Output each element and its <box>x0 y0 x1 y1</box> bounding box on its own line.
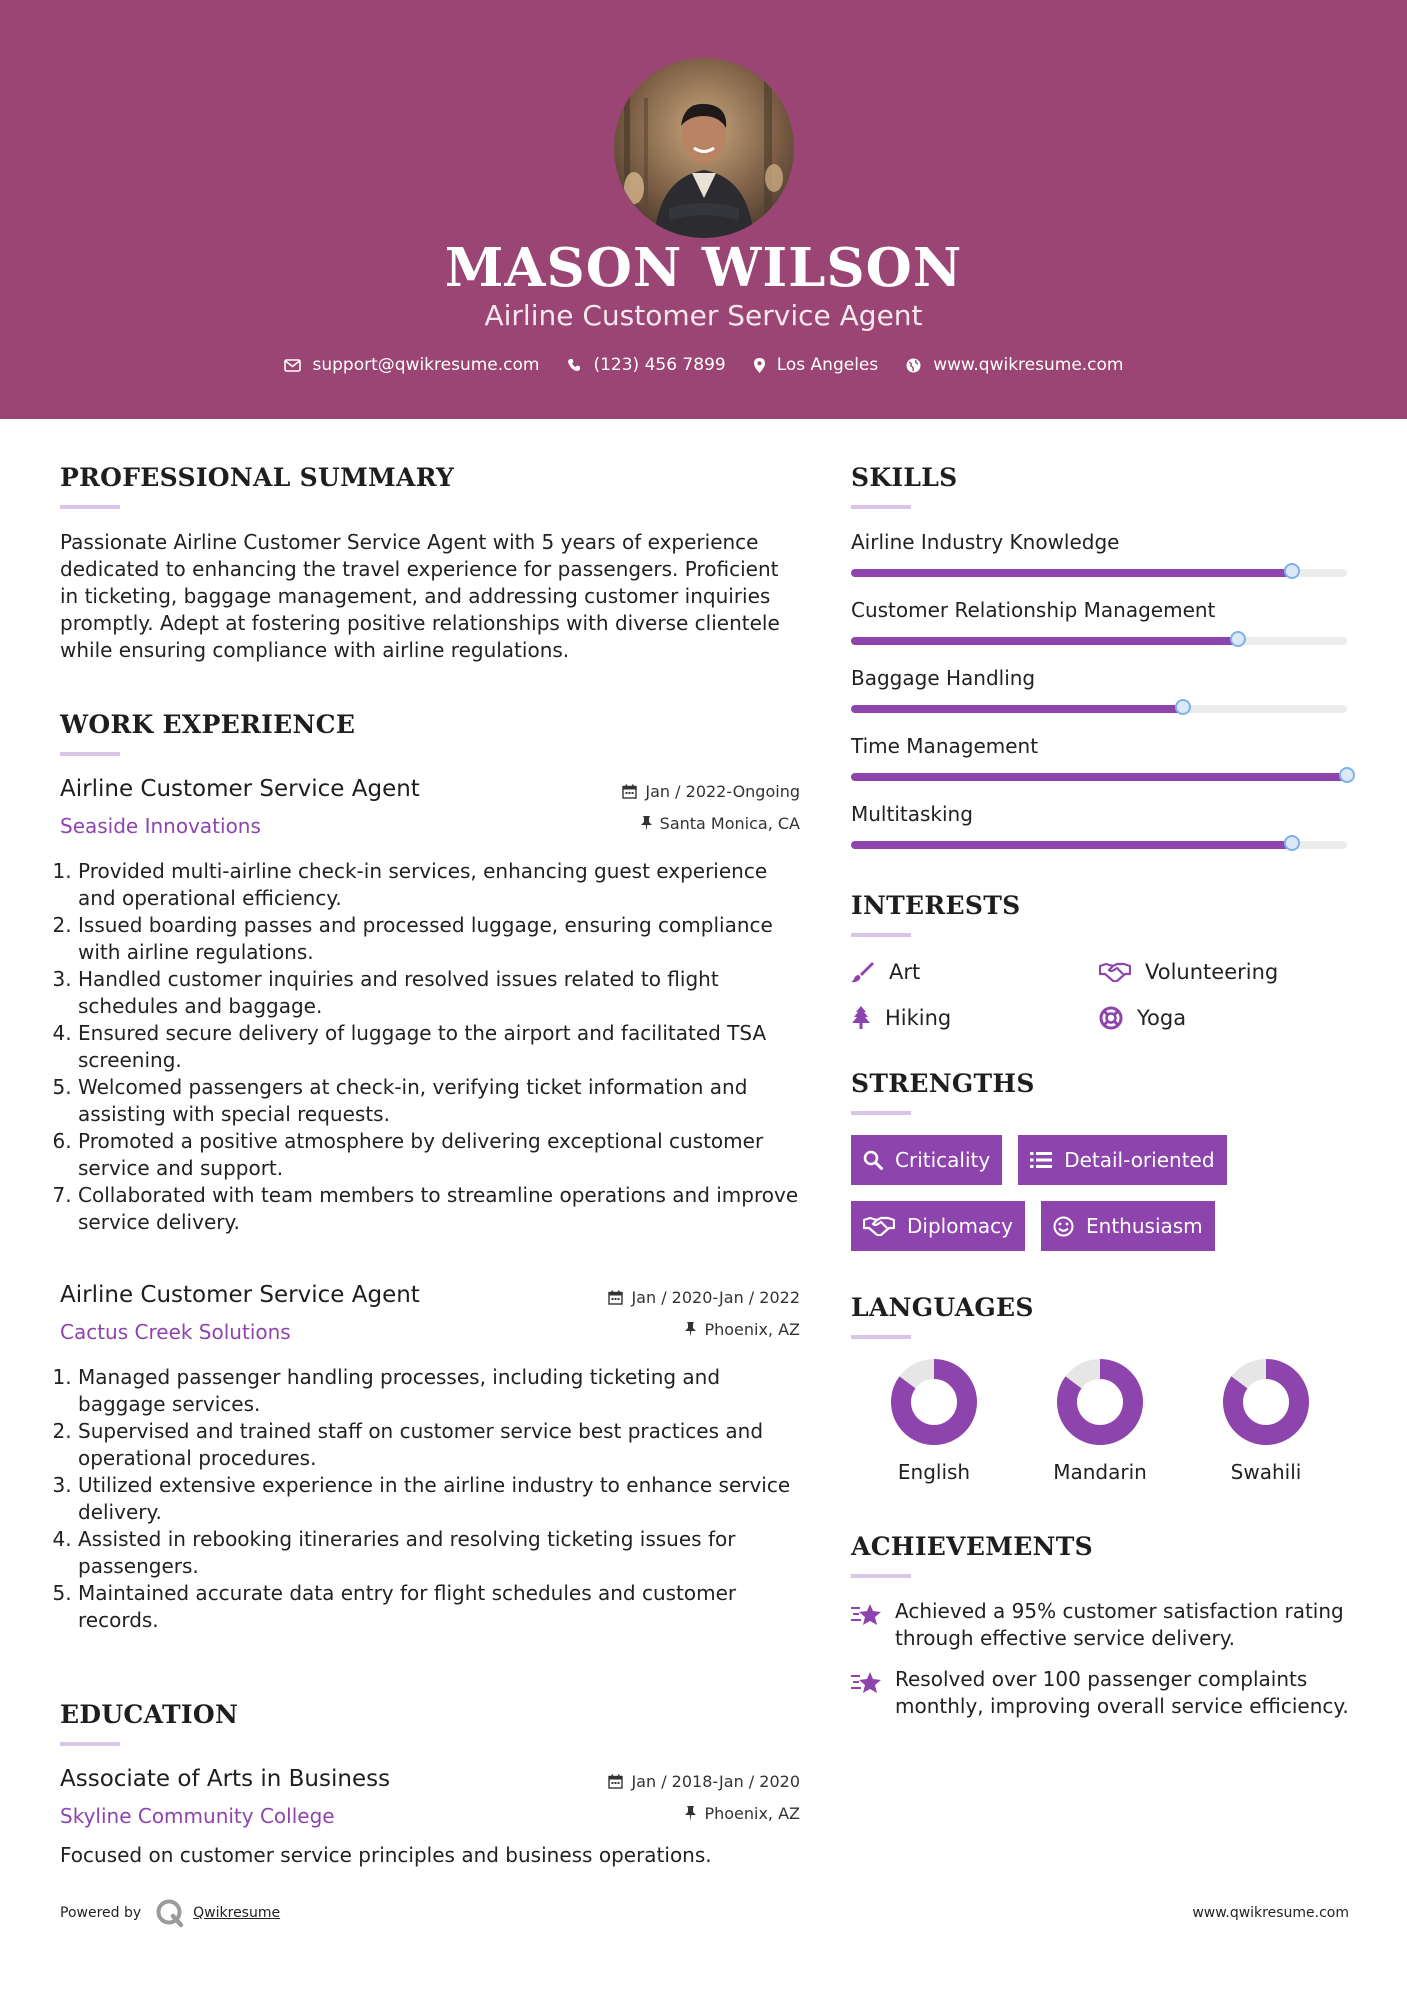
education-location-text: Phoenix, AZ <box>704 1804 800 1823</box>
skill-bar-handle <box>1175 699 1191 715</box>
paintbrush-icon <box>851 961 875 983</box>
skill-bar-fill <box>851 637 1238 645</box>
skill-name: Baggage Handling <box>851 666 1036 690</box>
language-name: Swahili <box>1230 1460 1302 1484</box>
skill-bar <box>851 841 1347 849</box>
achievement-text: Resolved over 100 passenger complaints monthly, improving overall service efficiency. <box>895 1667 1349 1718</box>
pushpin-icon <box>685 1322 696 1337</box>
language-item <box>1017 1359 1183 1486</box>
job-company: Cactus Creek Solutions <box>60 1320 291 1344</box>
footer-website[interactable]: www.qwikresume.com <box>1192 1905 1349 1921</box>
languages-heading: LANGUAGES <box>851 1293 1034 1322</box>
job-date <box>608 1288 800 1307</box>
skill-name: Time Management <box>851 734 1039 758</box>
qwikresume-link[interactable]: Qwikresume <box>193 1905 281 1921</box>
tree-icon <box>851 1006 871 1030</box>
summary-text: Passionate Airline Customer Service Agent with 5 years of experience dedicated to enhancing the travel experience for passengers. Proficient in ticketing, baggage management, and addressing customer inquiries promptly. Adept at fostering positive relationships with diverse clientele while ensuring compliance with airline regulations. <box>60 530 780 662</box>
skill-bar <box>851 569 1347 577</box>
candidate-title: Airline Customer Service Agent <box>484 299 923 332</box>
job-title: Airline Customer Service Agent <box>60 776 420 802</box>
contact-location <box>754 355 879 375</box>
phone-text: (123) 456 7899 <box>593 355 726 375</box>
skill-item <box>851 801 1351 849</box>
achievements-heading: ACHIEVEMENTS <box>851 1532 1093 1561</box>
skill-bar-handle <box>1339 767 1355 783</box>
language-donut <box>891 1359 977 1445</box>
calendar-icon <box>608 1774 623 1789</box>
job-location <box>685 1320 800 1339</box>
location-text: Los Angeles <box>776 355 879 375</box>
education-heading: EDUCATION <box>60 1700 239 1729</box>
education-date <box>608 1772 800 1791</box>
skills-list <box>851 529 1351 849</box>
list-item: 4. Ensured secure delivery of luggage to the airport and facilitated TSA screening. <box>78 1020 800 1074</box>
list-item: 6. Promoted a positive atmosphere by delivering exceptional customer service and support. <box>78 1128 800 1182</box>
list-item: 2. Issued boarding passes and processed luggage, ensuring compliance with airline regulations. <box>78 912 800 966</box>
skill-item <box>851 733 1351 781</box>
list-item: 3. Handled customer inquiries and resolved issues related to flight schedules and baggage. <box>78 966 800 1020</box>
skill-name: Airline Industry Knowledge <box>851 530 1120 554</box>
section-divider <box>60 1742 120 1746</box>
contact-phone[interactable] <box>567 355 725 375</box>
calendar-icon <box>608 1290 623 1305</box>
email-text: support@qwikresume.com <box>312 355 540 375</box>
skill-bar-fill <box>851 705 1183 713</box>
interest-item <box>1099 957 1347 987</box>
job-location-text: Santa Monica, CA <box>659 814 800 833</box>
list-item: 4. Assisted in rebooking itineraries and resolving ticketing issues for passengers. <box>78 1526 800 1580</box>
job-header <box>60 776 800 850</box>
phone-icon <box>567 358 581 372</box>
strength-label: Diplomacy <box>907 1214 1014 1238</box>
search-icon <box>863 1150 883 1170</box>
strength-label: Criticality <box>895 1148 991 1172</box>
job-location <box>641 814 800 833</box>
skill-item <box>851 665 1351 713</box>
interest-label: Art <box>889 960 921 984</box>
footer-branding <box>60 1898 280 1928</box>
interests-list <box>851 957 1351 1033</box>
left-column <box>60 455 800 1895</box>
language-item <box>1183 1359 1349 1486</box>
school-name: Skyline Community College <box>60 1804 335 1828</box>
achievement-item <box>851 1598 1351 1652</box>
language-item <box>851 1359 1017 1486</box>
language-donut <box>1223 1359 1309 1445</box>
pushpin-icon <box>685 1806 696 1821</box>
education-entry <box>60 1766 800 1869</box>
education-date-text: Jan / 2018-Jan / 2020 <box>631 1772 800 1791</box>
strength-label: Enthusiasm <box>1086 1214 1203 1238</box>
list-item: 7. Collaborated with team members to streamline operations and improve service delivery. <box>78 1182 800 1236</box>
strength-tag <box>1041 1201 1215 1251</box>
shooting-star-icon <box>851 1602 883 1628</box>
envelope-icon <box>284 359 301 372</box>
job-entry <box>60 776 800 1236</box>
interest-item <box>851 957 1099 987</box>
strength-tag <box>851 1135 1002 1185</box>
job-company: Seaside Innovations <box>60 814 261 838</box>
education-description: Focused on customer service principles and business operations. <box>60 1843 712 1867</box>
interest-label: Volunteering <box>1145 960 1279 984</box>
strength-tag <box>851 1201 1025 1251</box>
job-date <box>622 782 800 801</box>
section-divider <box>851 933 911 937</box>
job-location-text: Phoenix, AZ <box>704 1320 800 1339</box>
list-item: 5. Welcomed passengers at check-in, verifying ticket information and assisting with special requests. <box>78 1074 800 1128</box>
shooting-star-icon <box>851 1670 883 1696</box>
skill-bar-handle <box>1284 563 1300 579</box>
header-banner <box>0 0 1407 419</box>
candidate-name: MASON WILSON <box>444 237 963 299</box>
skill-bar-handle <box>1284 835 1300 851</box>
contact-email[interactable] <box>284 355 540 375</box>
strengths-list <box>851 1135 1291 1251</box>
skill-bar-fill <box>851 773 1347 781</box>
job-date-text: Jan / 2020-Jan / 2022 <box>631 1288 800 1307</box>
language-name: Mandarin <box>1053 1460 1147 1484</box>
education-location <box>685 1804 800 1823</box>
skill-item <box>851 529 1351 577</box>
skill-item <box>851 597 1351 645</box>
skill-name: Multitasking <box>851 802 973 826</box>
section-divider <box>60 752 120 756</box>
list-item: 1. Managed passenger handling processes, including ticketing and baggage services. <box>78 1364 800 1418</box>
list-item: 2. Supervised and trained staff on customer service best practices and operational procedures. <box>78 1418 800 1472</box>
achievement-text: Achieved a 95% customer satisfaction rating through effective service delivery. <box>895 1599 1344 1650</box>
strength-label: Detail-oriented <box>1064 1148 1215 1172</box>
handshake-icon <box>1099 962 1131 982</box>
job-entry <box>60 1282 800 1634</box>
avatar <box>614 58 794 238</box>
job-date-text: Jan / 2022-Ongoing <box>645 782 800 801</box>
summary-heading: PROFESSIONAL SUMMARY <box>60 463 455 492</box>
job-title: Airline Customer Service Agent <box>60 1282 420 1308</box>
section-divider <box>60 505 120 509</box>
map-pin-icon <box>754 358 765 373</box>
skill-name: Customer Relationship Management <box>851 598 1216 622</box>
interest-item <box>1099 1003 1347 1033</box>
interest-label: Hiking <box>885 1006 952 1030</box>
section-divider <box>851 505 911 509</box>
skill-bar-handle <box>1230 631 1246 647</box>
powered-by-label: Powered by <box>60 1905 142 1921</box>
section-divider <box>851 1335 911 1339</box>
pushpin-icon <box>641 816 652 831</box>
job-header <box>60 1282 800 1356</box>
skills-heading: SKILLS <box>851 463 958 492</box>
interest-label: Yoga <box>1137 1006 1187 1030</box>
calendar-icon <box>622 784 637 799</box>
skill-bar <box>851 705 1347 713</box>
interest-item <box>851 1003 1099 1033</box>
duty-list <box>60 858 800 1236</box>
skill-bar <box>851 637 1347 645</box>
skill-bar-fill <box>851 569 1292 577</box>
list-item: 5. Maintained accurate data entry for flight schedules and customer records. <box>78 1580 800 1634</box>
list-icon <box>1030 1151 1052 1169</box>
section-divider <box>851 1574 911 1578</box>
language-donut <box>1057 1359 1143 1445</box>
contact-website[interactable] <box>906 355 1123 375</box>
lifering-icon <box>1099 1006 1123 1030</box>
smile-icon <box>1053 1216 1074 1237</box>
globe-icon <box>906 358 921 373</box>
list-item: 1. Provided multi-airline check-in services, enhancing guest experience and operational efficiency. <box>78 858 800 912</box>
education-header <box>60 1766 800 1840</box>
duty-list <box>60 1364 800 1634</box>
qwikresume-logo-icon <box>155 1898 185 1928</box>
skill-bar <box>851 773 1347 781</box>
section-divider <box>851 1111 911 1115</box>
list-item: 3. Utilized extensive experience in the airline industry to enhance service delivery. <box>78 1472 800 1526</box>
skill-bar-fill <box>851 841 1292 849</box>
website-text: www.qwikresume.com <box>933 355 1124 375</box>
handshake-icon <box>863 1216 895 1236</box>
right-column <box>851 455 1351 1734</box>
strengths-heading: STRENGTHS <box>851 1069 1035 1098</box>
interests-heading: INTERESTS <box>851 891 1021 920</box>
contact-bar <box>0 350 1407 380</box>
language-name: English <box>897 1460 971 1484</box>
languages-list <box>851 1359 1351 1486</box>
achievement-item <box>851 1666 1351 1720</box>
strength-tag <box>1018 1135 1226 1185</box>
degree-title: Associate of Arts in Business <box>60 1766 391 1792</box>
experience-heading: WORK EXPERIENCE <box>60 710 356 739</box>
